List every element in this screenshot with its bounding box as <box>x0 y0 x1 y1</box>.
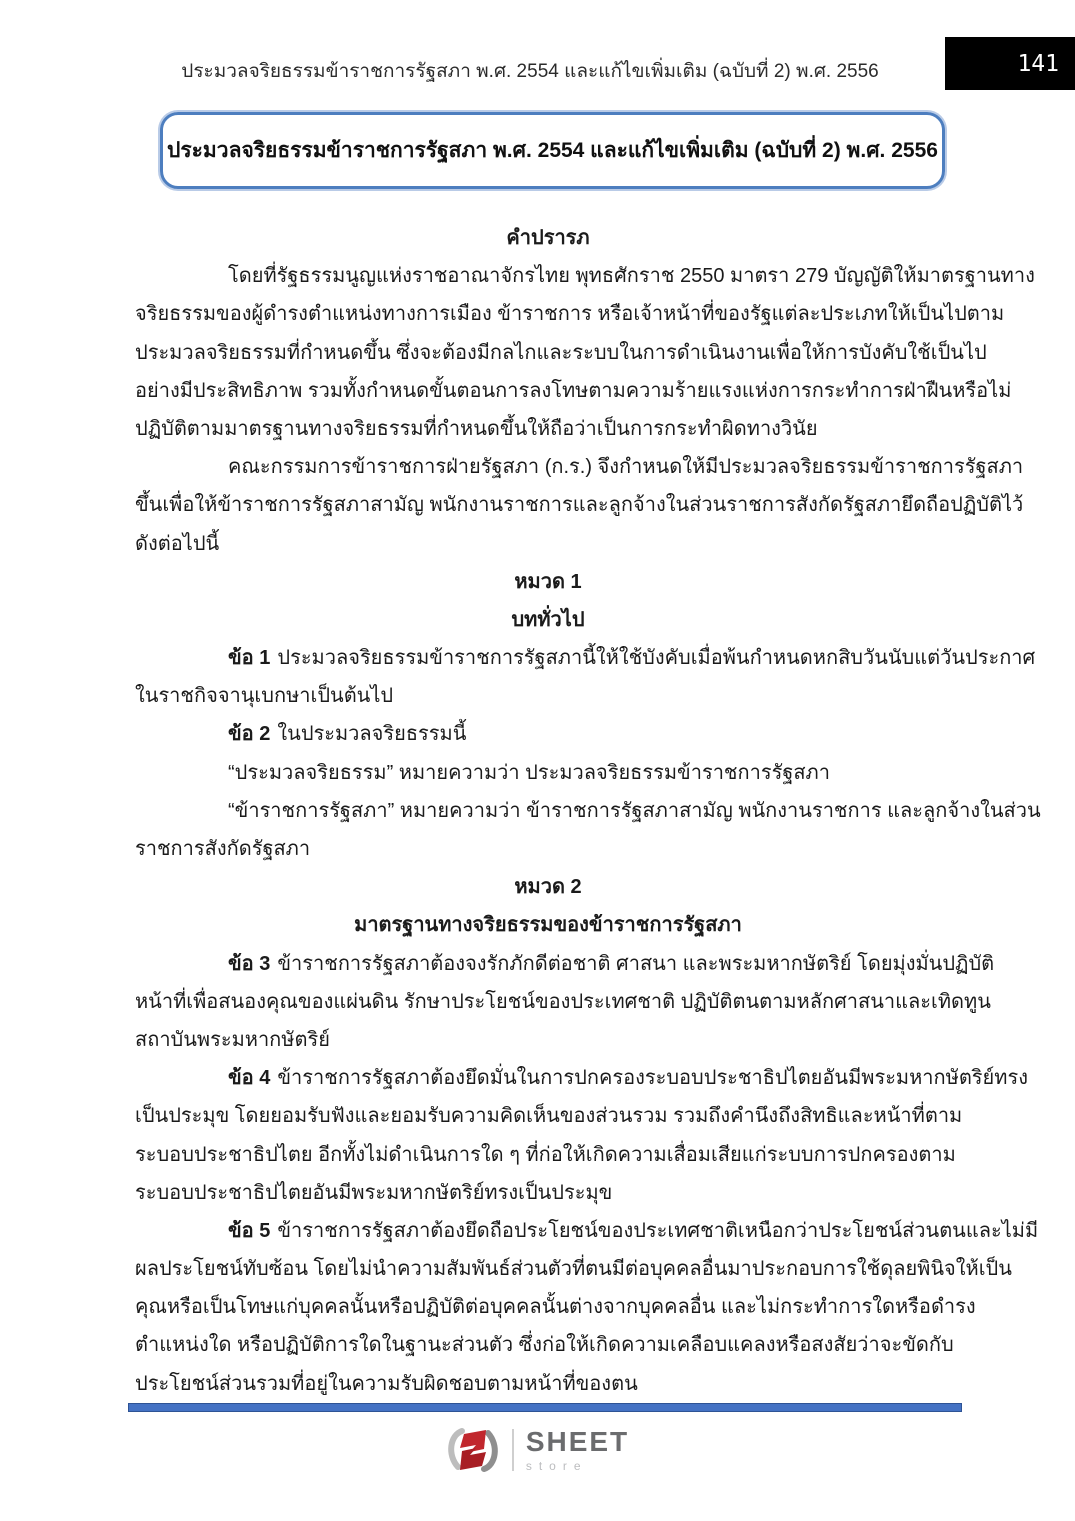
logo-sub-text: store <box>525 1458 588 1473</box>
text-line: สถาบันพระมหากษัตริย์ <box>135 1028 330 1051</box>
footer-divider <box>128 1403 962 1412</box>
text-line: เป็นประมุข โดยยอมรับฟังและยอมรับความคิดเห็นของส่วนรวม รวมถึงคำนึงถึงสิทธิและหน้าที่ตาม <box>135 1105 963 1128</box>
section-heading: หมวด 2 <box>514 876 582 899</box>
text-line: “ข้าราชการรัฐสภา” หมายความว่า ข้าราชการรัฐสภาสามัญ พนักงานราชการ และลูกจ้างในส่วน <box>228 799 1041 822</box>
page-number: 141 <box>1017 50 1059 77</box>
text-line: คณะกรรมการข้าราชการฝ่ายรัฐสภา (ก.ร.) จึงกำหนดให้มีประมวลจริยธรรมข้าราชการรัฐสภา <box>228 456 1024 479</box>
text-line: หน้าที่เพื่อสนองคุณของแผ่นดิน รักษาประโยชน์ของประเทศชาติ ปฏิบัติตนตามหลักศาสนาและเทิดทูน <box>135 990 991 1013</box>
text-line: ระบอบประชาธิปไตย อีกทั้งไม่ดำเนินการใด ๆ ที่ก่อให้เกิดความเสื่อมเสียแก่ระบบการปกครองตาม <box>135 1143 956 1166</box>
section-heading: คำปรารภ <box>506 227 590 249</box>
logo-brand-text: SHEET <box>525 1425 630 1457</box>
text-line: ระบอบประชาธิปไตยอันมีพระมหากษัตริย์ทรงเป็นประมุข <box>135 1181 613 1204</box>
text-line: ปฏิบัติตามมาตรฐานทางจริยธรรมที่กำหนดขึ้นให้ถือว่าเป็นการกระทำผิดทางวินัย <box>135 417 818 440</box>
sheet-store-logo-icon <box>446 1426 500 1474</box>
logo-separator <box>512 1429 514 1471</box>
logo-text <box>525 1425 630 1473</box>
text-line: ประโยชน์ส่วนรวมที่อยู่ในความรับผิดชอบตามหน้าที่ของตน <box>135 1372 638 1395</box>
text-line: ดังต่อไปนี้ <box>135 532 220 555</box>
text-line: ข้อ 4 ข้าราชการรัฐสภาต้องยึดมั่นในการปกครองระบอบประชาธิปไตยอันมีพระมหากษัตริย์ทรง <box>228 1067 1028 1090</box>
text-line: ข้อ 2 ในประมวลจริยธรรมนี้ <box>228 723 467 746</box>
section-heading: มาตรฐานทางจริยธรรมของข้าราชการรัฐสภา <box>354 914 742 937</box>
text-line: ประมวลจริยธรรมที่กำหนดขึ้น ซึ่งจะต้องมีกลไกและระบบในการดำเนินงานเพื่อให้การบังคับใช้เป็นไป <box>135 341 987 364</box>
section-heading: หมวด 1 <box>514 570 582 593</box>
clause-number: ข้อ 4 <box>228 1067 271 1090</box>
text-line: อย่างมีประสิทธิภาพ รวมทั้งกำหนดขั้นตอนการลงโทษตามความร้ายแรงแห่งการกระทำการฝ่าฝืนหรือไม่ <box>135 379 1012 402</box>
text-line: ข้อ 3 ข้าราชการรัฐสภาต้องจงรักภักดีต่อชาติ ศาสนา และพระมหากษัตริย์ โดยมุ่งมั่นปฏิบัติ <box>228 952 995 975</box>
text-line: “ประมวลจริยธรรม” หมายความว่า ประมวลจริยธรรมข้าราชการรัฐสภา <box>228 761 830 784</box>
page-number-box <box>945 37 1075 90</box>
text-line: โดยที่รัฐธรรมนูญแห่งราชอาณาจักรไทย พุทธศักราช 2550 มาตรา 279 บัญญัติให้มาตรฐานทาง <box>228 265 1035 288</box>
document-body <box>135 219 1041 1403</box>
text-line: ราชการสังกัดรัฐสภา <box>135 838 311 860</box>
clause-number: ข้อ 2 <box>228 723 271 746</box>
text-line: ผลประโยชน์ทับซ้อน โดยไม่นำความสัมพันธ์ส่วนตัวที่ตนมีต่อบุคคลอื่นมาประกอบการใช้ดุลยพินิจให้เป็น <box>135 1258 1012 1281</box>
text-line: คุณหรือเป็นโทษแก่บุคคลนั้นหรือปฏิบัติต่อบุคคลนั้นต่างจากบุคคลอื่น และไม่กระทำการใดหรือดำรง <box>135 1296 976 1319</box>
text-line: ในราชกิจจานุเบกษาเป็นต้นไป <box>135 685 394 708</box>
document-title-box <box>160 112 945 189</box>
clause-number: ข้อ 1 <box>228 647 271 670</box>
text-line: ตำแหน่งใด หรือปฏิบัติการใดในฐานะส่วนตัว ซึ่งก่อให้เกิดความเคลือบแคลงหรือสงสัยว่าจะขัดกับ <box>135 1334 954 1357</box>
text-line: ขึ้นเพื่อให้ข้าราชการรัฐสภาสามัญ พนักงานราชการและลูกจ้างในส่วนราชการสังกัดรัฐสภายึดถือปฏิบัติไว้ <box>135 494 1024 517</box>
document-title: ประมวลจริยธรรมข้าราชการรัฐสภา พ.ศ. 2554 และแก้ไขเพิ่มเติม (ฉบับที่ 2) พ.ศ. 2556 <box>167 139 938 162</box>
text-line: ข้อ 5 ข้าราชการรัฐสภาต้องยึดถือประโยชน์ของประเทศชาติเหนือกว่าประโยชน์ส่วนตนและไม่มี <box>228 1219 1039 1242</box>
text-line: จริยธรรมของผู้ดำรงตำแหน่งทางการเมือง ข้าราชการ หรือเจ้าหน้าที่ของรัฐแต่ละประเภทให้เป็นไปตาม <box>135 303 1005 326</box>
running-header-title: ประมวลจริยธรรมข้าราชการรัฐสภา พ.ศ. 2554 และแก้ไขเพิ่มเติม (ฉบับที่ 2) พ.ศ. 2556 <box>181 61 879 82</box>
text-line: ข้อ 1 ประมวลจริยธรรมข้าราชการรัฐสภานี้ให้ใช้บังคับเมื่อพ้นกำหนดหกสิบวันนับแต่วันประกาศ <box>228 647 1036 670</box>
clause-number: ข้อ 5 <box>228 1219 271 1242</box>
footer-logo <box>0 1426 1075 1474</box>
clause-number: ข้อ 3 <box>228 952 271 975</box>
section-heading: บททั่วไป <box>511 608 585 631</box>
